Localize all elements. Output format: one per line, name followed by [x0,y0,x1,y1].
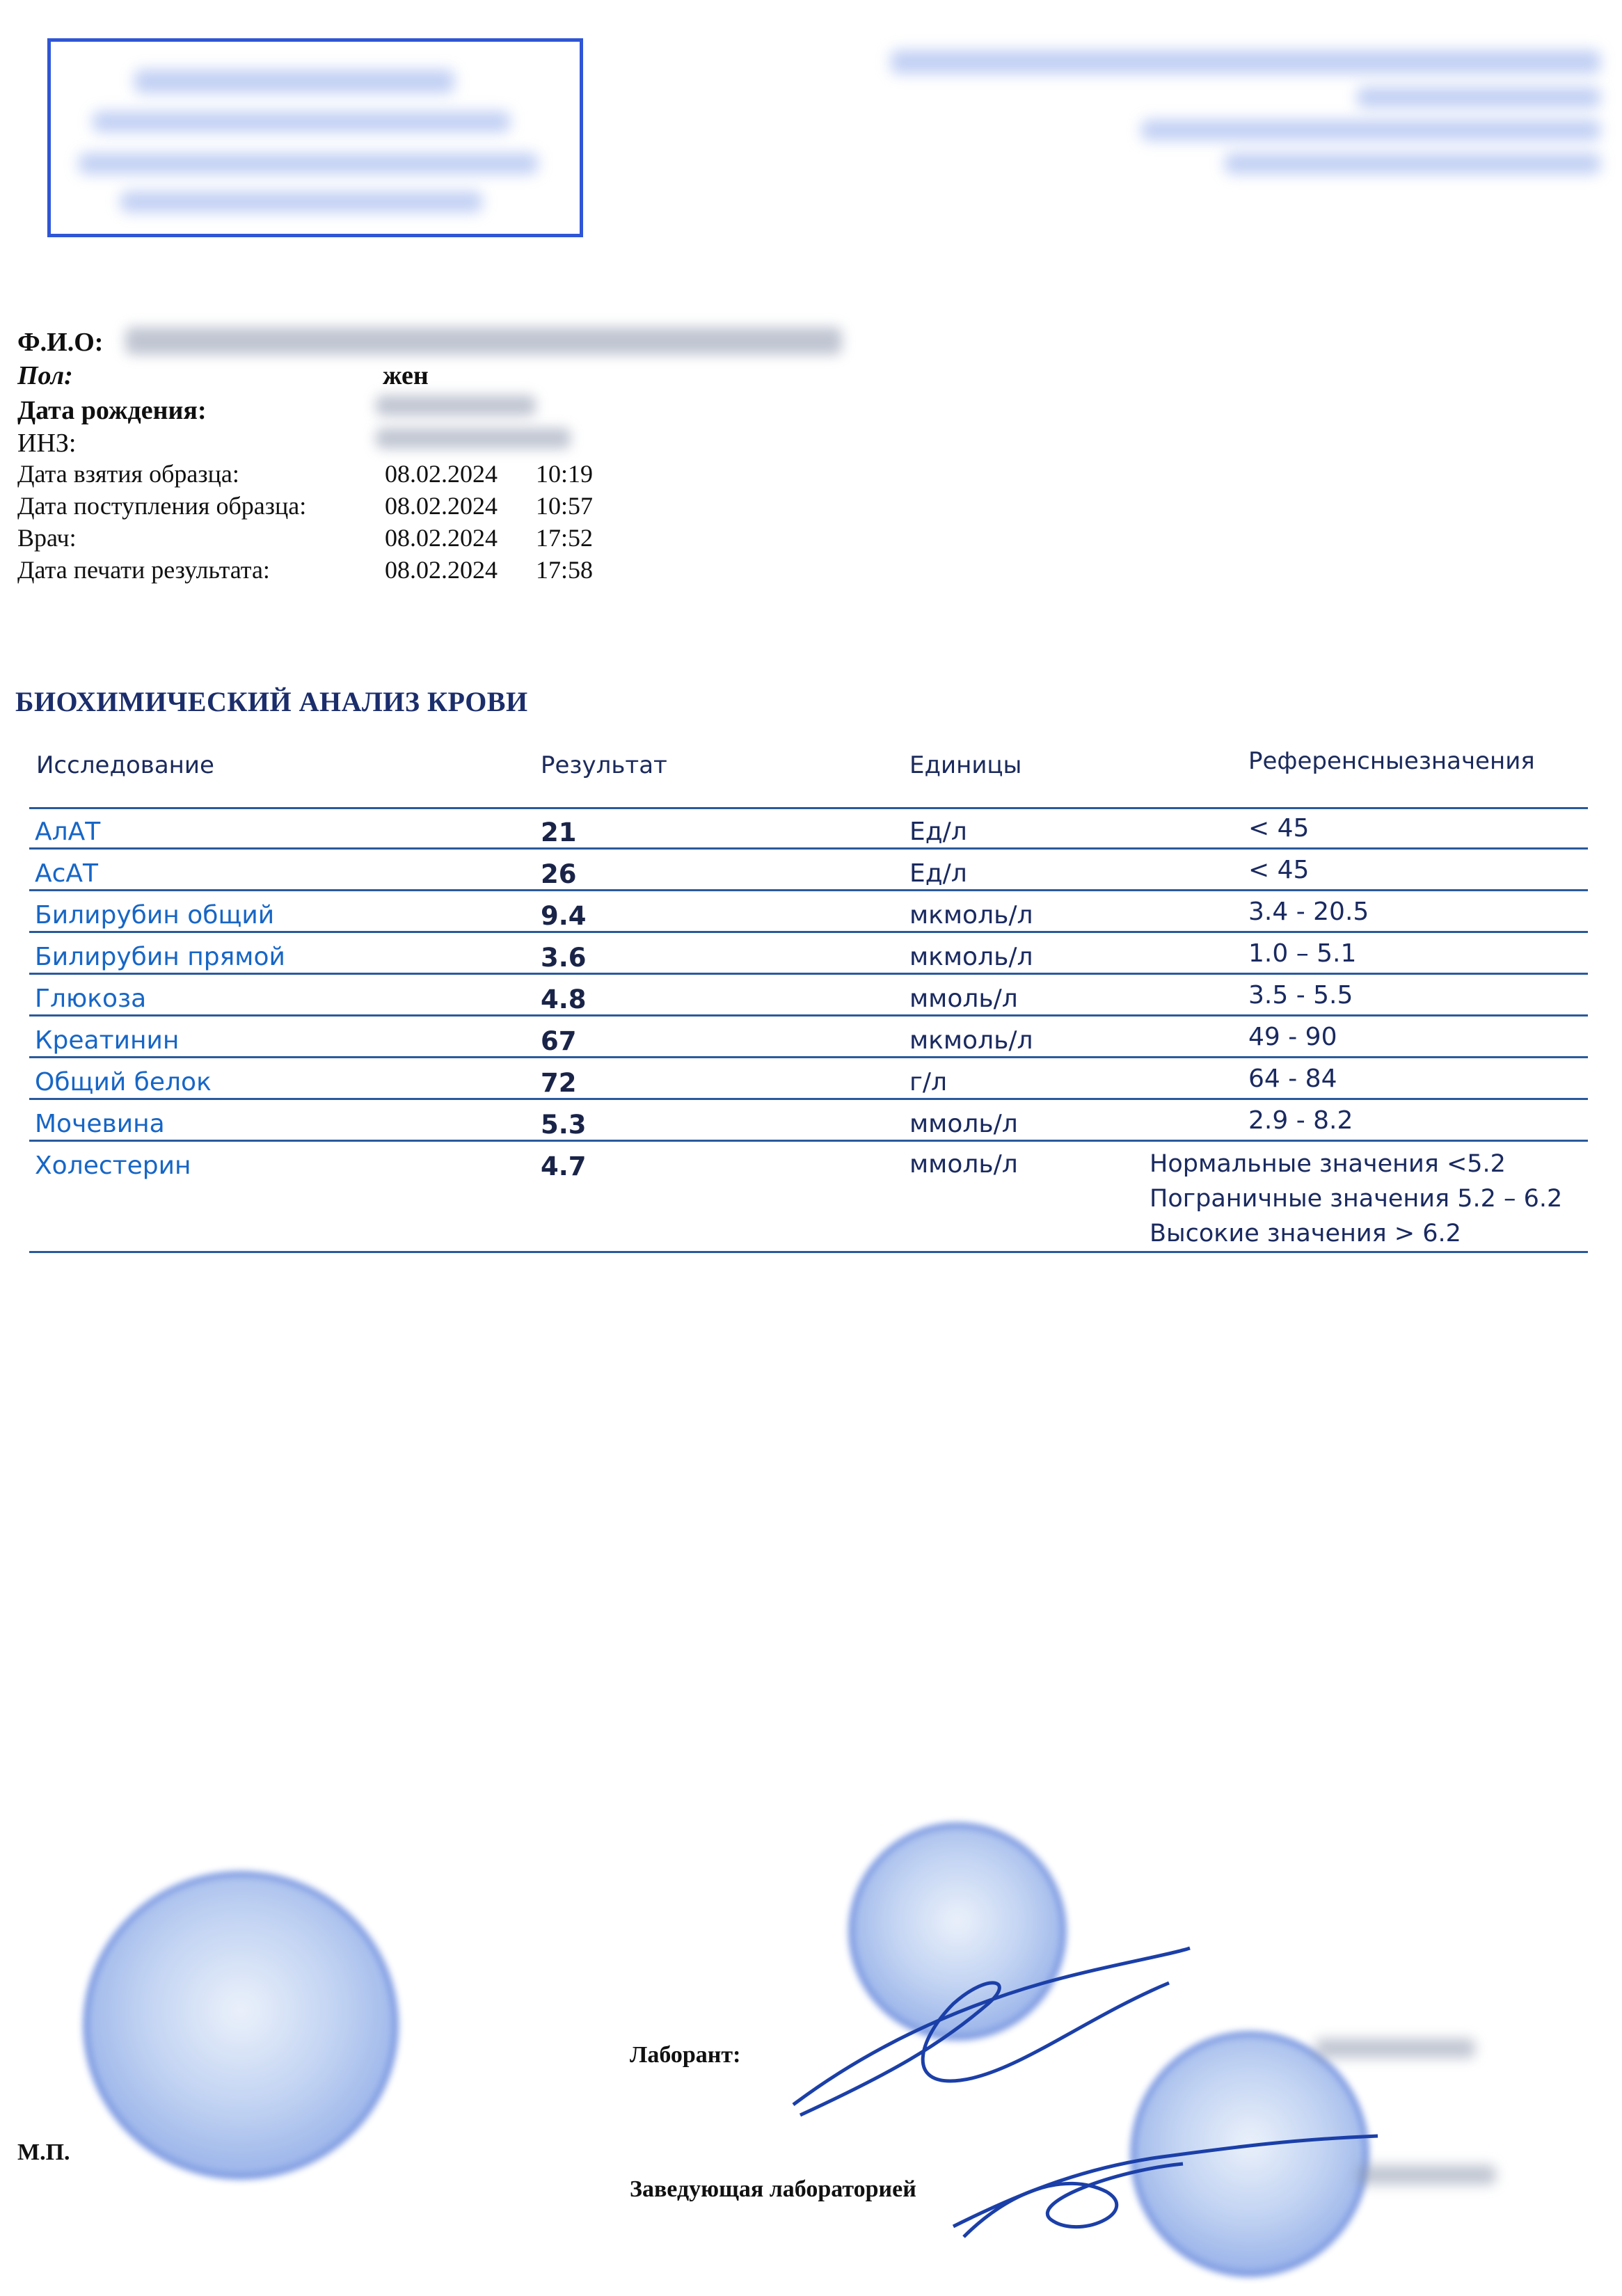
test-name: АлАТ [35,818,101,846]
test-reference: 3.5 - 5.5 [1248,981,1353,1010]
cholesterol-reference [1150,1147,1562,1251]
redacted-text [79,153,538,174]
row-divider [29,973,1588,975]
test-name: Холестерин [35,1151,191,1180]
mp-label: М.П. [17,2139,70,2165]
row-divider [29,847,1588,850]
redacted-text [1141,120,1600,141]
test-reference: < 45 [1248,814,1310,843]
test-reference: 64 - 84 [1248,1065,1337,1093]
row-divider [29,889,1588,891]
sample-received-label: Дата поступления образца: [17,492,307,520]
reference-line: Нормальные значения <5.2 [1150,1150,1506,1178]
test-name: Билирубин прямой [35,943,285,971]
sample-taken-date: 08.02.2024 [385,460,498,488]
doctor-date: 08.02.2024 [385,524,498,552]
section-title: БИОХИМИЧЕСКИЙ АНАЛИЗ КРОВИ [15,686,528,717]
redacted-head-name [1357,2165,1496,2185]
dob-label: Дата рождения: [17,396,207,425]
sample-received-date: 08.02.2024 [385,492,498,520]
redacted-text [891,50,1600,74]
redacted-fio [125,327,842,355]
laborant-label: Лаборант: [630,2042,741,2068]
inz-label: ИНЗ: [17,429,77,458]
header-divider [29,807,1588,809]
redacted-dob [376,395,536,416]
print-date: 08.02.2024 [385,556,498,584]
clinic-stamp [47,38,583,237]
test-result: 26 [541,859,577,889]
test-name: Общий белок [35,1068,212,1097]
results-table [29,738,1588,1266]
row-divider [29,1014,1588,1017]
test-units: мкмоль/л [909,901,1033,930]
doctor-label: Врач: [17,524,77,552]
test-result: 4.7 [541,1151,587,1181]
redacted-text [134,70,454,93]
test-result: 3.6 [541,943,587,973]
test-units: ммоль/л [909,984,1018,1013]
test-units: ммоль/л [909,1110,1018,1138]
test-name: АсАТ [35,859,99,888]
test-name: Мочевина [35,1110,165,1138]
test-units: Ед/л [909,859,967,888]
row-divider [29,1140,1588,1142]
test-result: 67 [541,1026,577,1056]
header-result: Результат [541,751,667,779]
doctor-time: 17:52 [536,524,594,552]
test-reference: 1.0 – 5.1 [1248,939,1357,968]
table-bottom-line [29,1251,1588,1253]
print-label: Дата печати результата: [17,556,270,584]
test-reference: 2.9 - 8.2 [1248,1106,1353,1135]
sample-taken-time: 10:19 [536,460,594,488]
sample-taken-label: Дата взятия образца: [17,460,239,488]
test-result: 21 [541,818,577,847]
redacted-text [120,191,482,212]
test-units: ммоль/л [909,1150,1018,1179]
reference-line: Высокие значения > 6.2 [1150,1220,1461,1247]
test-result: 4.8 [541,984,587,1014]
test-units: мкмоль/л [909,1026,1033,1055]
row-divider [29,1098,1588,1100]
test-name: Билирубин общий [35,901,275,930]
row-divider [29,931,1588,933]
test-units: г/л [909,1068,948,1097]
redacted-inz [376,428,571,449]
header-test: Исследование [36,751,214,779]
redacted-text [1357,87,1600,108]
test-result: 72 [541,1068,577,1098]
sex-value: жен [383,361,429,390]
head-of-lab-label: Заведующая лабораторией [630,2176,916,2202]
sex-label: Пол: [17,361,73,390]
redacted-text [93,111,510,132]
test-name: Креатинин [35,1026,180,1055]
row-divider [29,1056,1588,1058]
redacted-laborant-name [1315,2039,1475,2058]
test-reference: < 45 [1248,856,1310,884]
test-reference: 49 - 90 [1248,1023,1337,1051]
test-result: 5.3 [541,1110,587,1140]
test-units: мкмоль/л [909,943,1033,971]
redacted-text [1225,153,1600,174]
test-reference: 3.4 - 20.5 [1248,898,1369,926]
test-result: 9.4 [541,901,587,931]
round-seal-icon [84,1872,398,2179]
header-units: Единицы [909,751,1022,779]
test-name: Глюкоза [35,984,147,1013]
signature-icon [946,2087,1392,2254]
reference-line: Пограничные значения 5.2 – 6.2 [1150,1185,1563,1213]
fio-label: Ф.И.О: [17,328,104,357]
test-units: Ед/л [909,818,967,846]
header-reference: Референсныезначения [1248,747,1535,775]
sample-received-time: 10:57 [536,492,594,520]
print-time: 17:58 [536,556,594,584]
